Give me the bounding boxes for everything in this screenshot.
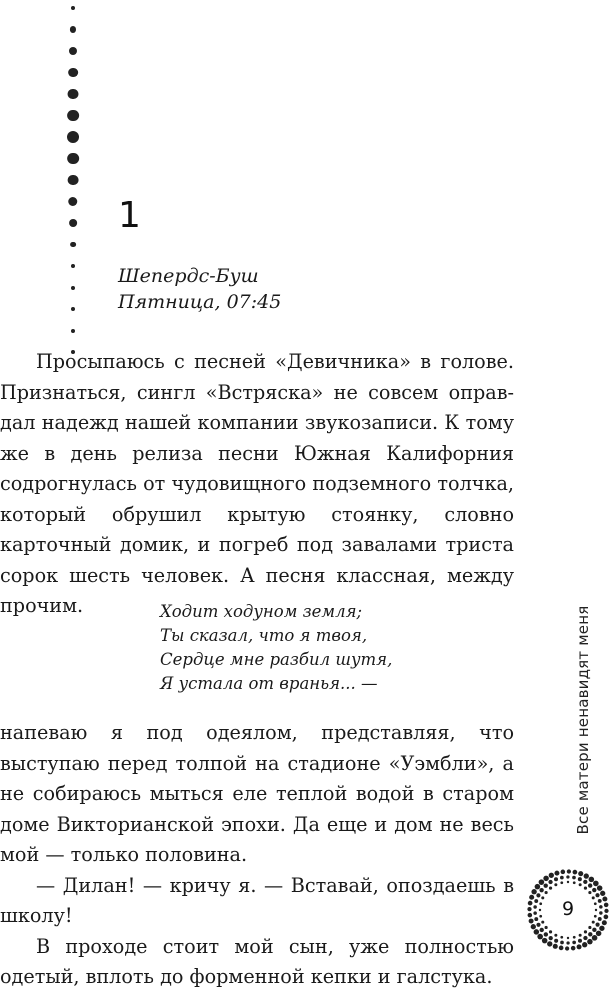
ornament-dot — [541, 921, 544, 924]
ornament-dot — [559, 946, 564, 951]
ornament-dot — [535, 884, 541, 890]
paragraph: Просыпаюсь с песней «Девичника» в голове. Признаться, сингл «Встряска» не совсем оправдал надежд нашей компании звукозаписи. К тому же в день релиза песни Южная Калифорния содрогнулась от чудовищного подземного толчка, который обрушил крытую стоянку, словно карточный домик, и погреб под завалами триста сорок шесть человек. А песня классная, между прочим. — [0, 350, 514, 617]
ornament-dot — [596, 931, 602, 937]
ornament-dot — [554, 934, 557, 937]
decorative-dot — [68, 89, 79, 100]
page-number-badge — [518, 860, 609, 960]
ornament-dot — [597, 885, 603, 891]
ornament-dot — [573, 881, 576, 884]
ornament-dot — [579, 934, 582, 937]
decorative-dot-column — [66, 0, 80, 365]
ornament-dot — [540, 928, 544, 932]
ornament-dot — [573, 870, 578, 875]
ornament-dot — [531, 924, 536, 929]
ornament-dot — [531, 889, 536, 894]
song-lyrics — [160, 600, 392, 696]
decorative-dot — [68, 197, 77, 206]
ornament-dot — [582, 942, 587, 947]
ornament-dot — [595, 893, 599, 897]
decorative-dot — [71, 286, 75, 290]
paragraph: В проходе стоит мой сын, уже полностью одетый, вплоть до форменной кепки и галстука. — [0, 934, 514, 988]
lyric-line: Ходит ходуном земля; — [160, 602, 363, 621]
ornament-dot — [593, 881, 599, 887]
ornament-dot — [595, 923, 599, 927]
decorative-dot — [70, 242, 76, 248]
ornament-dot — [548, 880, 552, 884]
paragraph: — Дилан! — кричу я. — Вставай, опоздаешь в школу! — [0, 873, 514, 927]
ornament-dot — [584, 930, 587, 933]
ornament-dot — [545, 891, 548, 894]
ornament-dot — [583, 936, 587, 940]
ornament-dot — [537, 934, 543, 940]
ornament-dot — [571, 946, 576, 951]
ornament-dot — [588, 926, 591, 929]
ornament-dot — [584, 887, 587, 890]
body-text-bottom — [0, 718, 514, 993]
ornament-dot — [588, 932, 592, 936]
page-number: 9 — [561, 898, 575, 920]
ornament-dot — [539, 879, 545, 885]
ornament-dot — [534, 929, 540, 935]
ornament-dot — [539, 888, 543, 892]
decorative-dot — [71, 307, 75, 311]
ornament-dot — [560, 876, 564, 880]
ornament-dot — [600, 891, 605, 896]
ornament-dot — [589, 877, 595, 883]
decorative-dot — [68, 68, 78, 78]
ornament-dot — [542, 938, 548, 944]
ornament-dot — [554, 871, 559, 876]
running-title: Все матери ненавидят меня — [574, 605, 592, 835]
ornament-dot — [567, 937, 569, 939]
ornament-dot — [544, 932, 548, 936]
chapter-number: 1 — [118, 195, 141, 236]
ornament-dot — [554, 883, 557, 886]
ornament-dot — [560, 881, 563, 884]
ornament-dot — [567, 881, 569, 883]
ornament-dot — [545, 926, 548, 929]
ornament-dot — [549, 873, 554, 878]
location-place: Шепердс-Буш — [118, 265, 259, 287]
ornament-dot — [547, 941, 552, 946]
ornament-dot — [543, 876, 549, 882]
ornament-dot — [549, 936, 553, 940]
ornament-dot — [578, 871, 583, 876]
ornament-dot — [573, 936, 576, 939]
ornament-dot — [588, 883, 592, 887]
lyric-line: Я устала от вранья... — — [160, 674, 378, 693]
ornament-dot — [544, 883, 548, 887]
decorative-dot — [69, 219, 77, 227]
body-text-top — [0, 347, 514, 622]
ornament-dot — [554, 877, 558, 881]
ornament-dot — [561, 870, 566, 875]
ornament-dot — [536, 893, 540, 897]
ornament-dot — [554, 939, 558, 943]
ornament-dot — [592, 888, 596, 892]
ornament-dot — [553, 944, 558, 949]
ornament-dot — [566, 941, 569, 944]
ornament-dot — [549, 887, 552, 890]
decorative-dot — [67, 110, 79, 122]
ornament-dot — [592, 921, 595, 924]
ornament-dot — [583, 880, 587, 884]
ornament-dot — [560, 941, 564, 945]
ornament-dot — [566, 875, 569, 878]
decorative-dot — [67, 153, 79, 165]
ornament-dot — [599, 926, 604, 931]
ornament-dot — [567, 869, 571, 873]
ornament-dot — [592, 935, 598, 941]
ornament-dot — [536, 923, 540, 927]
ornament-dot — [549, 930, 552, 933]
ornament-dot — [578, 939, 582, 943]
ornament-dot — [584, 873, 589, 878]
decorative-dot — [71, 264, 75, 268]
chapter-location — [118, 263, 281, 315]
ornament-dot — [577, 944, 582, 949]
ornament-dot — [588, 891, 591, 894]
ornament-dot — [565, 946, 569, 950]
decorative-dot — [71, 6, 75, 10]
ornament-dot — [587, 939, 593, 945]
ornament-dot — [560, 936, 563, 939]
ornament-dot — [572, 941, 576, 945]
lyric-line: Ты сказал, что я твоя, — [160, 626, 368, 645]
decorative-dot — [68, 175, 79, 186]
ornament-dot — [579, 883, 582, 886]
decorative-dot — [69, 47, 77, 55]
ornament-dot — [578, 877, 582, 881]
paragraph: напеваю я под одеялом, представляя, что выступаю перед толпой на стадионе «Уэмбли», а не собираюсь мыться еле теплой водой в старом доме Викторианской эпохи. Да еще и дом не весь мой — только половина. — [0, 721, 514, 866]
ornament-dot — [602, 920, 607, 925]
ornament-dot — [572, 876, 576, 880]
location-time: Пятница, 07:45 — [118, 291, 282, 313]
lyric-line: Сердце мне разбил шутя, — [160, 650, 393, 669]
decorative-dot — [71, 329, 75, 333]
decorative-dot — [70, 26, 76, 32]
decorative-dot — [67, 131, 79, 143]
ornament-dot — [592, 928, 596, 932]
